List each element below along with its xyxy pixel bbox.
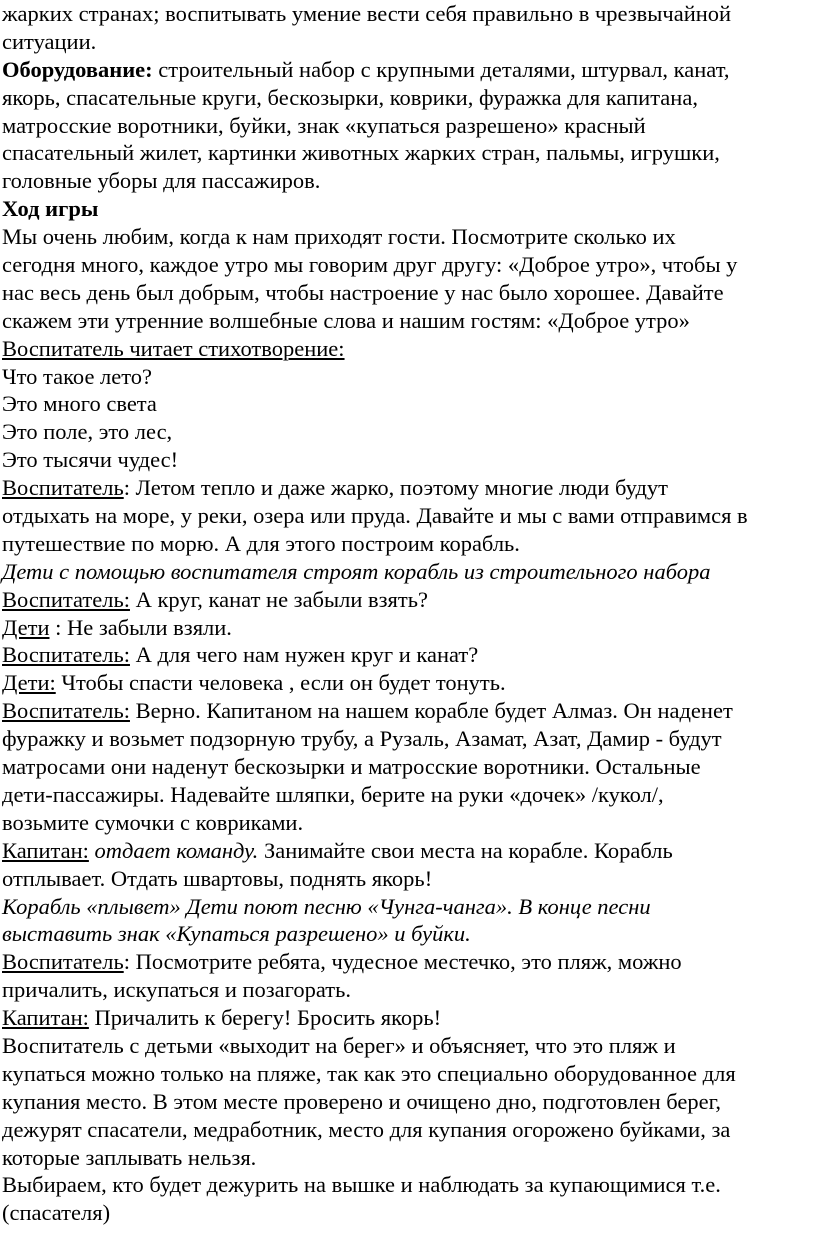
text-run: головные уборы для пассажиров. [2, 168, 321, 194]
text-run: А для чего нам нужен круг и канат? [129, 642, 479, 668]
text-line [2, 1144, 814, 1172]
text-run: отдыхать на море, у реки, озера или пруда. Давайте и мы с вами отправимся в [2, 503, 748, 529]
text-run: скажем эти утренние волшебные слова и нашим гостям: «Доброе утро» [2, 307, 690, 333]
text-line [2, 1116, 814, 1144]
text-line [2, 586, 814, 614]
text-run: матросские воротники, буйки, знак «купаться разрешено» красный [2, 112, 646, 138]
text-run: Причалить к берегу! Бросить якорь! [88, 1005, 442, 1031]
text-run: Оборудование: [2, 56, 153, 82]
text-run: Это поле, это лес, [2, 419, 173, 445]
text-line [2, 809, 814, 837]
text-run: Капитан: [2, 1005, 89, 1031]
text-run: матросами они наденут бескозырки и матросские воротники. Остальные [2, 754, 701, 780]
text-line [2, 530, 814, 558]
text-run: Дети [2, 614, 50, 640]
text-run: Выбираем, кто будет дежурить на вышке и наблюдать за купающимися т.е. [2, 1172, 721, 1198]
text-run: дежурят спасатели, медработник, место для купания огорожено буйками, за [2, 1116, 731, 1142]
text-run: Занимайте свои места на корабле. Корабль [258, 837, 673, 863]
text-line [2, 614, 814, 642]
text-run: Дети с помощью воспитателя строят корабль из строительного набора [2, 558, 711, 584]
text-run: строительный набор с крупными деталями, штурвал, канат, [152, 56, 730, 82]
text-line [2, 56, 814, 84]
text-line [2, 446, 814, 474]
text-line [2, 139, 814, 167]
text-run: купания место. В этом месте проверено и очищено дно, подготовлен берег, [2, 1088, 721, 1114]
text-line [2, 697, 814, 725]
text-line [2, 669, 814, 697]
text-run: возьмите сумочки с ковриками. [2, 809, 304, 835]
text-line [2, 725, 814, 753]
text-line [2, 112, 814, 140]
text-run: выставить знак «Купаться разрешено» и буйки. [2, 921, 471, 947]
text-line [2, 307, 814, 335]
text-run: Воспитатель: [2, 642, 130, 668]
text-line [2, 28, 814, 56]
text-line [2, 1004, 814, 1032]
text-run: Что такое лето? [2, 363, 153, 389]
text-run: купаться можно только на пляже, так как это специально оборудованное для [2, 1060, 736, 1086]
text-line [2, 1199, 814, 1227]
text-run: Мы очень любим, когда к нам приходят гости. Посмотрите сколько их [2, 224, 676, 250]
text-run: дети-пассажиры. Надевайте шляпки, берите на руки «дочек» /кукол/, [2, 781, 664, 807]
text-line [2, 418, 814, 446]
text-run: Капитан: [2, 837, 89, 863]
text-line [2, 0, 814, 28]
text-run: Это много света [2, 391, 157, 417]
text-run: (спасателя) [2, 1200, 111, 1226]
text-line [2, 502, 814, 530]
text-run: Это тысячи чудес! [2, 447, 179, 473]
text-run: А круг, канат не забыли взять? [129, 586, 428, 612]
text-line [2, 948, 814, 976]
text-line [2, 893, 814, 921]
text-run: Ход игры [2, 196, 99, 222]
text-line [2, 474, 814, 502]
text-line [2, 976, 814, 1004]
text-line [2, 865, 814, 893]
text-run: жарких странах; воспитывать умение вести себя правильно в чрезвычайной [2, 1, 732, 26]
text-line [2, 335, 814, 363]
text-run: путешествие по морю. А для этого построим корабль. [2, 530, 520, 556]
text-line [2, 195, 814, 223]
text-line [2, 167, 814, 195]
text-run: Воспитатель с детьми «выходит на берег» и объясняет, что это пляж и [2, 1032, 676, 1058]
text-run: Воспитатель читает стихотворение: [2, 335, 345, 361]
text-line [2, 558, 814, 586]
text-run: отдает команду. [94, 837, 259, 863]
text-line [2, 251, 814, 279]
text-line [2, 1088, 814, 1116]
text-run: Воспитатель: [2, 698, 130, 724]
text-line [2, 837, 814, 865]
text-line [2, 390, 814, 418]
text-line [2, 363, 814, 391]
text-line [2, 1060, 814, 1088]
text-run: Чтобы спасти человека , если он будет тонуть. [55, 670, 506, 696]
text-line [2, 1032, 814, 1060]
text-run: сегодня много, каждое утро мы говорим друг другу: «Доброе утро», чтобы у [2, 252, 738, 278]
text-run: фуражку и возьмет подзорную трубу, а Рузаль, Азамат, Азат, Дамир - будут [2, 726, 722, 752]
text-run: ситуации. [2, 28, 97, 54]
text-run: : Не забыли взяли. [49, 614, 232, 640]
text-run: : Летом тепло и даже жарко, поэтому многие люди будут [123, 475, 668, 501]
text-run: : Посмотрите ребята, чудесное местечко, это пляж, можно [123, 949, 682, 975]
text-line [2, 279, 814, 307]
text-run: Корабль «плывет» Дети поют песню «Чунга-чанга». В конце песни [2, 893, 651, 919]
text-run: Верно. Капитаном на нашем корабле будет Алмаз. Он наденет [129, 698, 733, 724]
text-run: якорь, спасательные круги, бескозырки, коврики, фуражка для капитана, [2, 84, 698, 110]
text-line [2, 920, 814, 948]
text-run: Воспитатель [2, 949, 124, 975]
text-run: спасательный жилет, картинки животных жарких стран, пальмы, игрушки, [2, 140, 720, 166]
text-run: которые заплывать нельзя. [2, 1144, 257, 1170]
text-line [2, 223, 814, 251]
text-line [2, 641, 814, 669]
text-line [2, 84, 814, 112]
text-run: Воспитатель [2, 475, 124, 501]
text-run: отплывает. Отдать швартовы, поднять якорь! [2, 865, 433, 891]
text-run: нас весь день был добрым, чтобы настроение у нас было хорошее. Давайте [2, 279, 724, 305]
text-line [2, 1171, 814, 1199]
text-line [2, 781, 814, 809]
text-run: Воспитатель: [2, 586, 130, 612]
text-run: причалить, искупаться и позагорать. [2, 977, 351, 1003]
text-run: Дети: [2, 670, 56, 696]
text-line [2, 753, 814, 781]
